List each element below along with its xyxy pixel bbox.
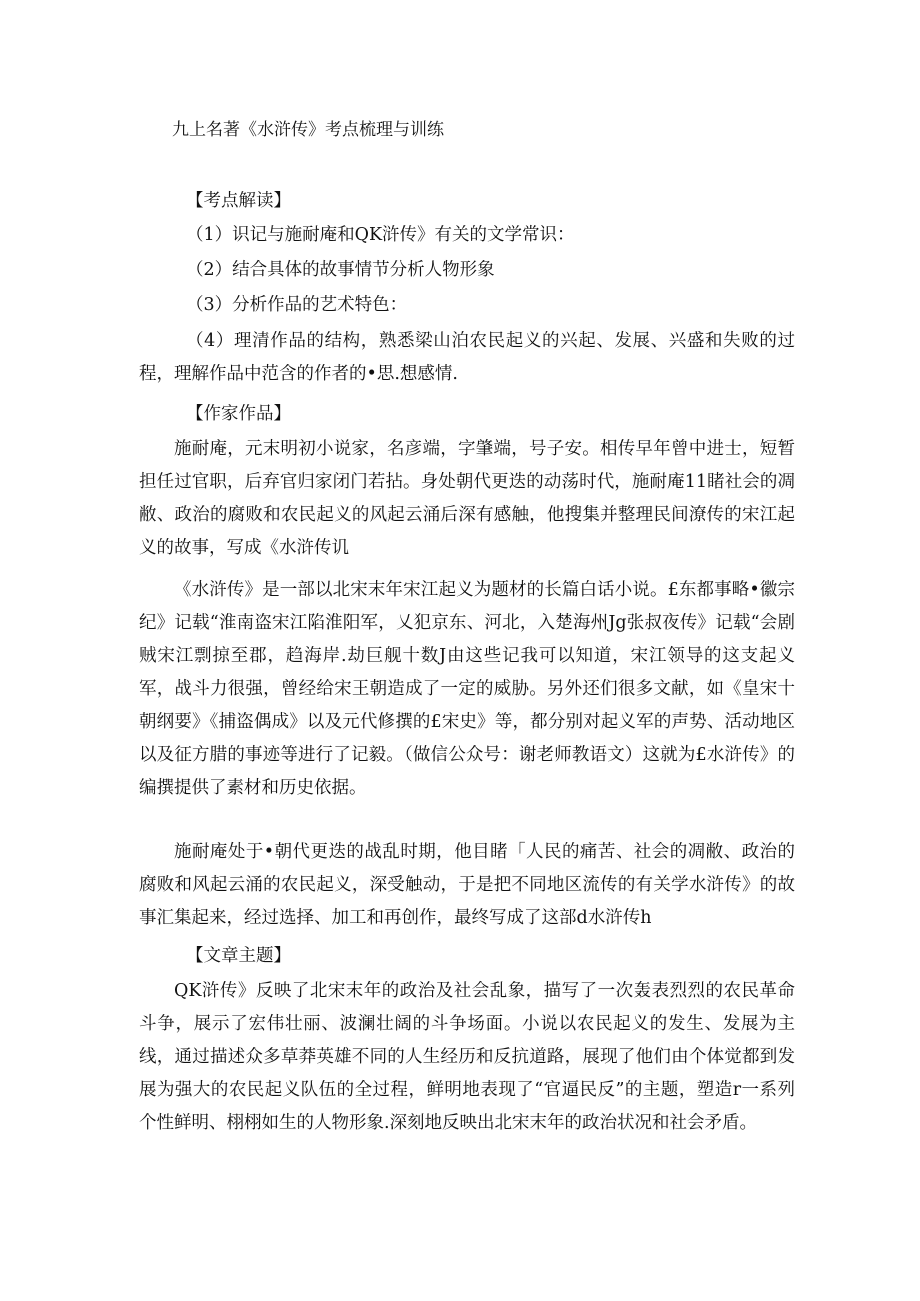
zhuti-paragraph-1: QK浒传》反映了北宋末年的政治及社会乱象，描写了一次轰表烈烈的农民革命斗争，展示了宏伟壮丽、波澜壮阔的斗争场面。小说以农民起义的发生、发展为主线，通过描述众多草莽英雄不同的人生经历和反抗道路，展现了他们由个体觉都到发展为强大的农民起义队伍的全过程，鲜明地表现了“官逼民反”的主题，塑造r一系列个性鲜明、栩栩如生的人物形象.深刻地反映出北宋末年的政治状况和社会矛盾。 (139, 981, 795, 1133)
section-heading-zuojia: 【作家作品】 (186, 404, 291, 424)
kaodian-item-2: （2）结合具体的故事情节分析人物形象 (186, 260, 495, 280)
zuojia-paragraph-1: 施耐庵，元末明初小说家，名彦端，字肇端，号子安。相传早年曾中进士，短暂担任过官职，后弃官归家闭门若拈。身处朝代更迭的动荡时代，施耐庵11睹社会的凋敝、政治的腐败和农民起义的风起云涌后深有感触，他搜集并整理民间潦传的宋江起义的故事，写成《水浒传讥 (139, 439, 795, 558)
kaodian-item-1: （1）识记与施耐庵和QK浒传》有关的文学常识： (186, 225, 575, 245)
section-heading-kaodian: 【考点解读】 (186, 191, 291, 211)
section-heading-zhuti: 【文章主题】 (186, 946, 291, 966)
zuojia-paragraph-2: 《水浒传》是一部以北宋末年宋江起义为题材的长篇白话小说。£东都事略•徽宗纪》记载“淮南盗宋江陷淮阳军，乂犯京东、河北，入楚海州Jg张叔夜传》记载“会剧贼宋江剽掠至郡，趋海岸.劫巨舰十数J由这些记我可以知道，宋江领导的这支起义军，战斗力很强，曾经给宋王朝造成了一定的威胁。另外还们很多文献，如《皇宋十朝纲要》《捕盗偶成》以及元代修撰的£宋史》等，都分别对起义军的声势、活动地区以及征方腊的事迹等进行了记毅。（做信公众号：谢老师教语文）这就为£水浒传》的编撰提供了素材和历史依据。 (139, 580, 795, 798)
zuojia-paragraph-3: 施耐庵处于•朝代更迭的战乱时期，他目睹「人民的痛苦、社会的凋敝、政治的腐败和风起云涌的农民起义，深受触动，于是把不同地区流传的有关学水浒传》的故事汇集起来，经过选择、加工和再创作，最终写成了这部d水浒传h (139, 842, 795, 928)
kaodian-item-4: （4）理清作品的结构，熟悉梁山泊农民起义的兴起、发展、兴盛和失败的过程，理解作品中范含的作者的•思.想感情. (139, 331, 795, 384)
document-title: 九上名著《水浒传》考点梳理与训练 (172, 120, 444, 140)
kaodian-item-3: （3）分析作品的艺术特色： (186, 295, 408, 315)
